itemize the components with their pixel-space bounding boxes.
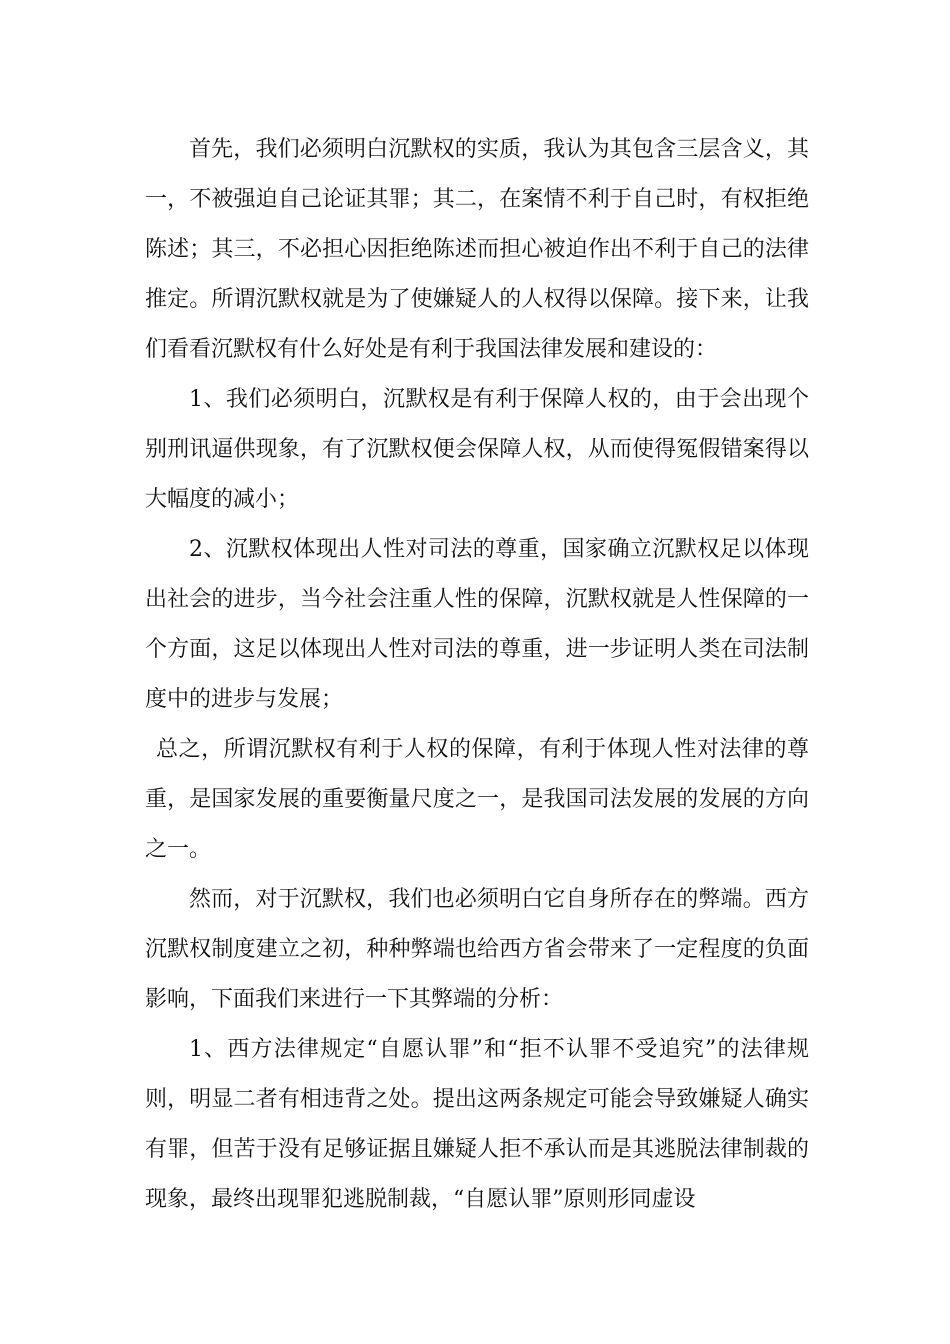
paragraph-drawbacks-intro: 然而，对于沉默权，我们也必须明白它自身所存在的弊端。西方沉默权制度建立之初，种种弊端也给西方省会带来了一定程度的负面影响，下面我们来进行一下其弊端的分析：	[145, 887, 809, 1012]
paragraph-drawback-1: 1、西方法律规定“自愿认罪”和“拒不认罪不受追究”的法律规则，明显二者有相违背之处。提出这两条规定可能会导致嫌疑人确实有罪，但苦于没有足够证据且嫌疑人拒不承认而是其逃脱法律制裁的现象，最终出现罪犯逃脱制裁，“自愿认罪”原则形同虚设	[145, 1037, 809, 1212]
paragraph-benefit-1: 1、我们必须明白，沉默权是有利于保障人权的，由于会出现个别刑讯逼供现象，有了沉默权便会保障人权，从而使得冤假错案得以大幅度的减小；	[145, 387, 809, 512]
paragraph-summary: 总之，所谓沉默权有利于人权的保障，有利于体现人性对法律的尊重，是国家发展的重要衡量尺度之一，是我国司法发展的发展的方向之一。	[145, 737, 809, 862]
paragraph-silence-right-essence: 首先，我们必须明白沉默权的实质，我认为其包含三层含义，其一，不被强迫自己论证其罪；其二，在案情不利于自己时，有权拒绝陈述；其三，不必担心因拒绝陈述而担心被迫作出不利于自己的法律推定。所谓沉默权就是为了使嫌疑人的人权得以保障。接下来，让我们看看沉默权有什么好处是有利于我国法律发展和建设的：	[145, 137, 809, 362]
paragraph-benefit-2: 2、沉默权体现出人性对司法的尊重，国家确立沉默权足以体现出社会的进步，当今社会注重人性的保障，沉默权就是人性保障的一个方面，这足以体现出人性对司法的尊重，进一步证明人类在司法制度中的进步与发展；	[145, 537, 809, 712]
document-body	[145, 125, 809, 1225]
